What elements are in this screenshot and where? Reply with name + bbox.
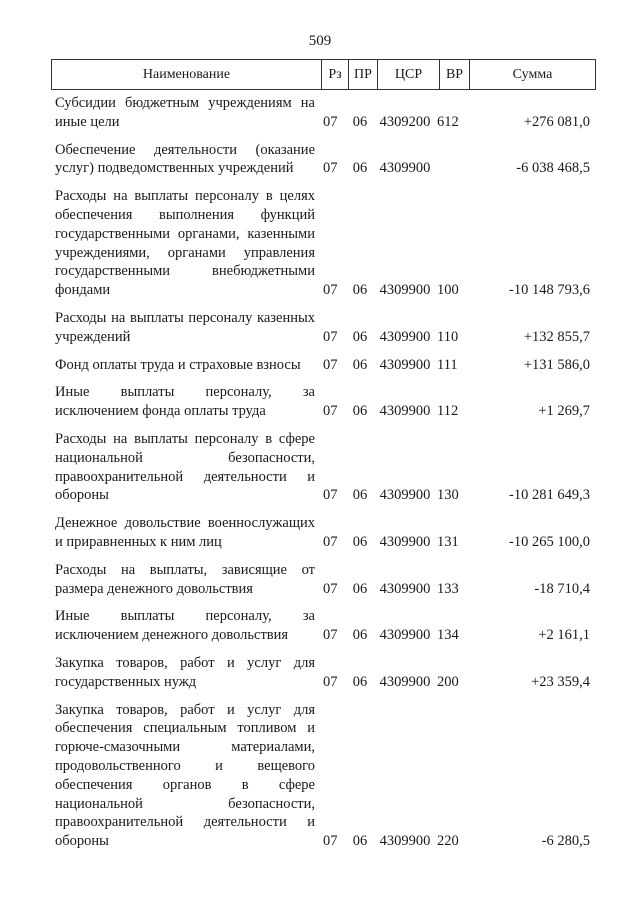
row-name: Субсидии бюджетным учреждениям на иные цели bbox=[55, 95, 315, 130]
header-vr: ВР bbox=[439, 60, 469, 89]
row-vr: 133 bbox=[437, 580, 459, 597]
row-pr: 06 bbox=[352, 113, 368, 130]
row-vr: 220 bbox=[437, 833, 459, 850]
row-csr: 4309900 bbox=[379, 356, 431, 373]
row-pr: 06 bbox=[352, 282, 368, 299]
row-rz: 07 bbox=[323, 673, 338, 690]
table-row bbox=[55, 607, 590, 645]
row-csr: 4309900 bbox=[379, 487, 431, 504]
row-name: Обеспечение деятельности (оказание услуг) подведомственных учреждений bbox=[55, 141, 315, 177]
row-rz: 07 bbox=[323, 328, 338, 345]
row-vr: 130 bbox=[437, 487, 459, 504]
row-sum: +2 161,1 bbox=[538, 627, 590, 644]
table-row bbox=[55, 141, 590, 179]
row-name: Иные выплаты персоналу, за исключением фонда оплаты труда bbox=[55, 384, 315, 420]
table-row bbox=[55, 654, 590, 692]
header-sum: Сумма bbox=[469, 60, 595, 89]
row-name: Расходы на выплаты персоналу в целях обеспечения выполнения функций государственными органами, казенными учреждениями, органами управления государственными внебюджетными фондами bbox=[55, 188, 315, 299]
row-csr: 4309900 bbox=[379, 403, 431, 420]
table-row bbox=[55, 430, 590, 505]
table-row bbox=[55, 187, 590, 300]
row-csr: 4309900 bbox=[379, 160, 431, 177]
row-name: Расходы на выплаты персоналу казенных учреждений bbox=[55, 309, 315, 345]
row-sum: -6 038 468,5 bbox=[516, 160, 590, 177]
page-number: 509 bbox=[308, 33, 332, 49]
row-pr: 06 bbox=[352, 833, 368, 850]
row-vr: 134 bbox=[437, 627, 459, 644]
row-vr: 200 bbox=[437, 673, 459, 690]
header-rz: Рз bbox=[321, 60, 348, 89]
row-vr: 131 bbox=[437, 533, 459, 550]
row-rz: 07 bbox=[323, 487, 338, 504]
header-pr: ПР bbox=[348, 60, 377, 89]
row-name: Расходы на выплаты персоналу в сфере национальной безопасности, правоохранительной деятельности и обороны bbox=[55, 430, 315, 504]
table-row bbox=[55, 383, 590, 421]
row-sum: +1 269,7 bbox=[538, 403, 590, 420]
row-sum: -10 265 100,0 bbox=[509, 533, 590, 550]
header-csr: ЦСР bbox=[377, 60, 439, 89]
row-pr: 06 bbox=[352, 627, 368, 644]
row-sum: +132 855,7 bbox=[523, 328, 590, 345]
row-name: Иные выплаты персоналу, за исключением денежного довольствия bbox=[55, 608, 315, 644]
table-row bbox=[55, 514, 590, 552]
row-name: Закупка товаров, работ и услуг для обеспечения специальным топливом и горюче-смазочными материалами, продовольственного и вещевого обеспечения органов в сфере национальной безопасности, правоохранительной деятельности и обороны bbox=[55, 701, 315, 850]
row-csr: 4309900 bbox=[379, 673, 431, 690]
row-csr: 4309900 bbox=[379, 282, 431, 299]
row-pr: 06 bbox=[352, 580, 368, 597]
header-name: Наименование bbox=[142, 66, 231, 82]
table-row bbox=[55, 94, 590, 132]
row-vr: 110 bbox=[437, 328, 459, 345]
row-csr: 4309900 bbox=[379, 328, 431, 345]
row-rz: 07 bbox=[323, 403, 338, 420]
row-pr: 06 bbox=[352, 328, 368, 345]
row-vr: 612 bbox=[437, 113, 459, 130]
row-name: Фонд оплаты труда и страховые взносы bbox=[55, 356, 301, 373]
row-sum: -10 148 793,6 bbox=[509, 282, 590, 299]
row-sum: -10 281 649,3 bbox=[509, 487, 590, 504]
row-pr: 06 bbox=[352, 487, 368, 504]
row-csr: 4309900 bbox=[379, 533, 431, 550]
row-vr: 100 bbox=[437, 282, 459, 299]
row-name: Денежное довольствие военнослужащих и приравненных к ним лиц bbox=[55, 515, 315, 550]
row-csr: 4309900 bbox=[379, 627, 431, 644]
row-vr: 111 bbox=[437, 356, 458, 373]
row-csr: 4309200 bbox=[379, 113, 431, 130]
row-pr: 06 bbox=[352, 533, 368, 550]
row-sum: +276 081,0 bbox=[523, 113, 590, 130]
row-name: Закупка товаров, работ и услуг для государственных нужд bbox=[55, 654, 315, 690]
row-pr: 06 bbox=[352, 160, 368, 177]
row-rz: 07 bbox=[323, 356, 338, 373]
table-row bbox=[55, 561, 590, 599]
row-rz: 07 bbox=[323, 533, 338, 550]
row-pr: 06 bbox=[352, 356, 368, 373]
row-csr: 4309900 bbox=[379, 580, 431, 597]
row-rz: 07 bbox=[323, 833, 338, 850]
row-vr: 112 bbox=[437, 403, 459, 420]
row-rz: 07 bbox=[323, 282, 338, 299]
row-sum: -6 280,5 bbox=[541, 833, 590, 850]
table-body bbox=[55, 94, 590, 860]
row-rz: 07 bbox=[323, 627, 338, 644]
row-rz: 07 bbox=[323, 113, 338, 130]
row-csr: 4309900 bbox=[379, 833, 431, 850]
row-sum: -18 710,4 bbox=[534, 580, 590, 597]
row-sum: +131 586,0 bbox=[523, 356, 590, 373]
table-header bbox=[51, 59, 596, 90]
row-pr: 06 bbox=[352, 403, 368, 420]
table-row bbox=[55, 356, 590, 375]
row-sum: +23 359,4 bbox=[531, 673, 590, 690]
row-pr: 06 bbox=[352, 673, 368, 690]
row-rz: 07 bbox=[323, 580, 338, 597]
table-row bbox=[55, 701, 590, 851]
table-row bbox=[55, 309, 590, 347]
row-rz: 07 bbox=[323, 160, 338, 177]
row-name: Расходы на выплаты, зависящие от размера денежного довольствия bbox=[55, 561, 315, 597]
